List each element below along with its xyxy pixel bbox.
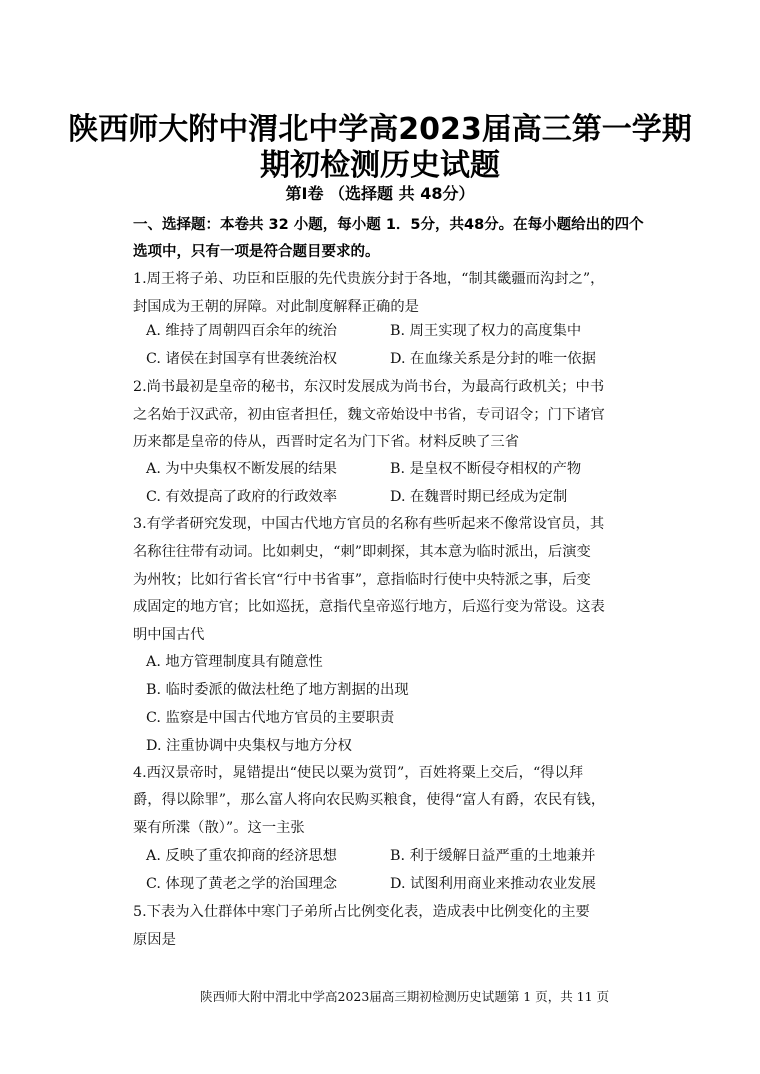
question-4-option-b: B. 利于缓解日益严重的土地兼并 — [390, 848, 596, 864]
question-2-option-b: B. 是皇权不断侵夺相权的产物 — [390, 461, 582, 477]
question-3-option-c: C. 监察是中国古代地方官员的主要职责 — [146, 710, 395, 726]
question-4-option-c: C. 体现了黄老之学的治国理念 — [146, 876, 338, 892]
question-3-text: 为州牧；比如行省长官“行中书省事”，意指临时行使中央特派之事，后变 — [133, 572, 591, 588]
question-2-option-c: C. 有效提高了政府的行政效率 — [146, 489, 338, 505]
question-3-option-b: B. 临时委派的做法杜绝了地方割据的出现 — [146, 682, 409, 698]
question-3-option-a: A. 地方管理制度具有随意性 — [146, 654, 323, 670]
question-1-option-b: B. 周王实现了权力的高度集中 — [390, 323, 582, 339]
question-4-option-a: A. 反映了重农抑商的经济思想 — [146, 848, 337, 864]
question-3-text: 明中国古代 — [133, 627, 205, 643]
question-3-text: 名称往往带有动词。比如刺史，“刺”即刺探，其本意为临时派出，后演变 — [133, 544, 591, 560]
page-footer: 陕西师大附中渭北中学高2023届高三期初检测历史试题第 1 页，共 11 页 — [200, 989, 610, 1004]
question-3-text: 成固定的地方官；比如巡抚，意指代皇帝巡行地方，后巡行变为常设。这表 — [133, 599, 605, 615]
question-2-text: 之名始于汉武帝，初由宦者担任，魏文帝始设中书省，专司诏令；门下诸官 — [133, 407, 605, 423]
question-4-option-d: D. 试图利用商业来推动农业发展 — [390, 876, 596, 892]
question-2-text: 2.尚书最初是皇帝的秘书，东汉时发展成为尚书台，为最高行政机关；中书 — [133, 379, 605, 395]
question-2-option-a: A. 为中央集权不断发展的结果 — [146, 461, 337, 477]
question-1-option-d: D. 在血缘关系是分封的唯一依据 — [390, 351, 596, 367]
question-2-text: 历来都是皇帝的侍从，西晋时定名为门下省。材料反映了三省 — [133, 434, 520, 450]
question-4-text: 爵，得以除罪”，那么富人将向农民购买粮食，使得“富人有爵，农民有钱， — [133, 792, 606, 808]
question-1-text: 1.周王将子弟、功臣和臣服的先代贵族分封于各地，“制其畿疆而沟封之”， — [133, 271, 605, 287]
exam-title-line1: 陕西师大附中渭北中学高2023届高三第一学期 — [68, 112, 692, 147]
question-2-option-d: D. 在魏晋时期已经成为定制 — [390, 489, 568, 505]
instructions-line: 选项中，只有一项是符合题目要求的。 — [133, 244, 380, 260]
question-5-text: 5.下表为入仕群体中寒门子弟所占比例变化表，造成表中比例变化的主要 — [133, 904, 590, 920]
instructions-line: 一、选择题：本卷共 32 小题，每小题 1．5分，共48分。在每小题给出的四个 — [133, 217, 644, 233]
section-heading: 第Ⅰ卷 （选择题 共 48分） — [285, 184, 475, 203]
question-1-text: 封国成为王朝的屏障。对此制度解释正确的是 — [133, 299, 419, 315]
question-3-option-d: D. 注重协调中央集权与地方分权 — [146, 738, 352, 754]
question-1-option-a: A. 维持了周朝四百余年的统治 — [146, 323, 337, 339]
question-5-text: 原因是 — [133, 932, 176, 948]
question-3-text: 3.有学者研究发现，中国古代地方官员的名称有些听起来不像常设官员，其 — [133, 516, 605, 532]
exam-title-line2: 期初检测历史试题 — [260, 148, 500, 183]
question-1-option-c: C. 诸侯在封国享有世袭统治权 — [146, 351, 338, 367]
question-4-text: 4.西汉景帝时，晁错提出“使民以粟为赏罚”，百姓将粟上交后，“得以拜 — [133, 765, 584, 781]
question-4-text: 粟有所渫（散）”。这一主张 — [133, 820, 305, 836]
